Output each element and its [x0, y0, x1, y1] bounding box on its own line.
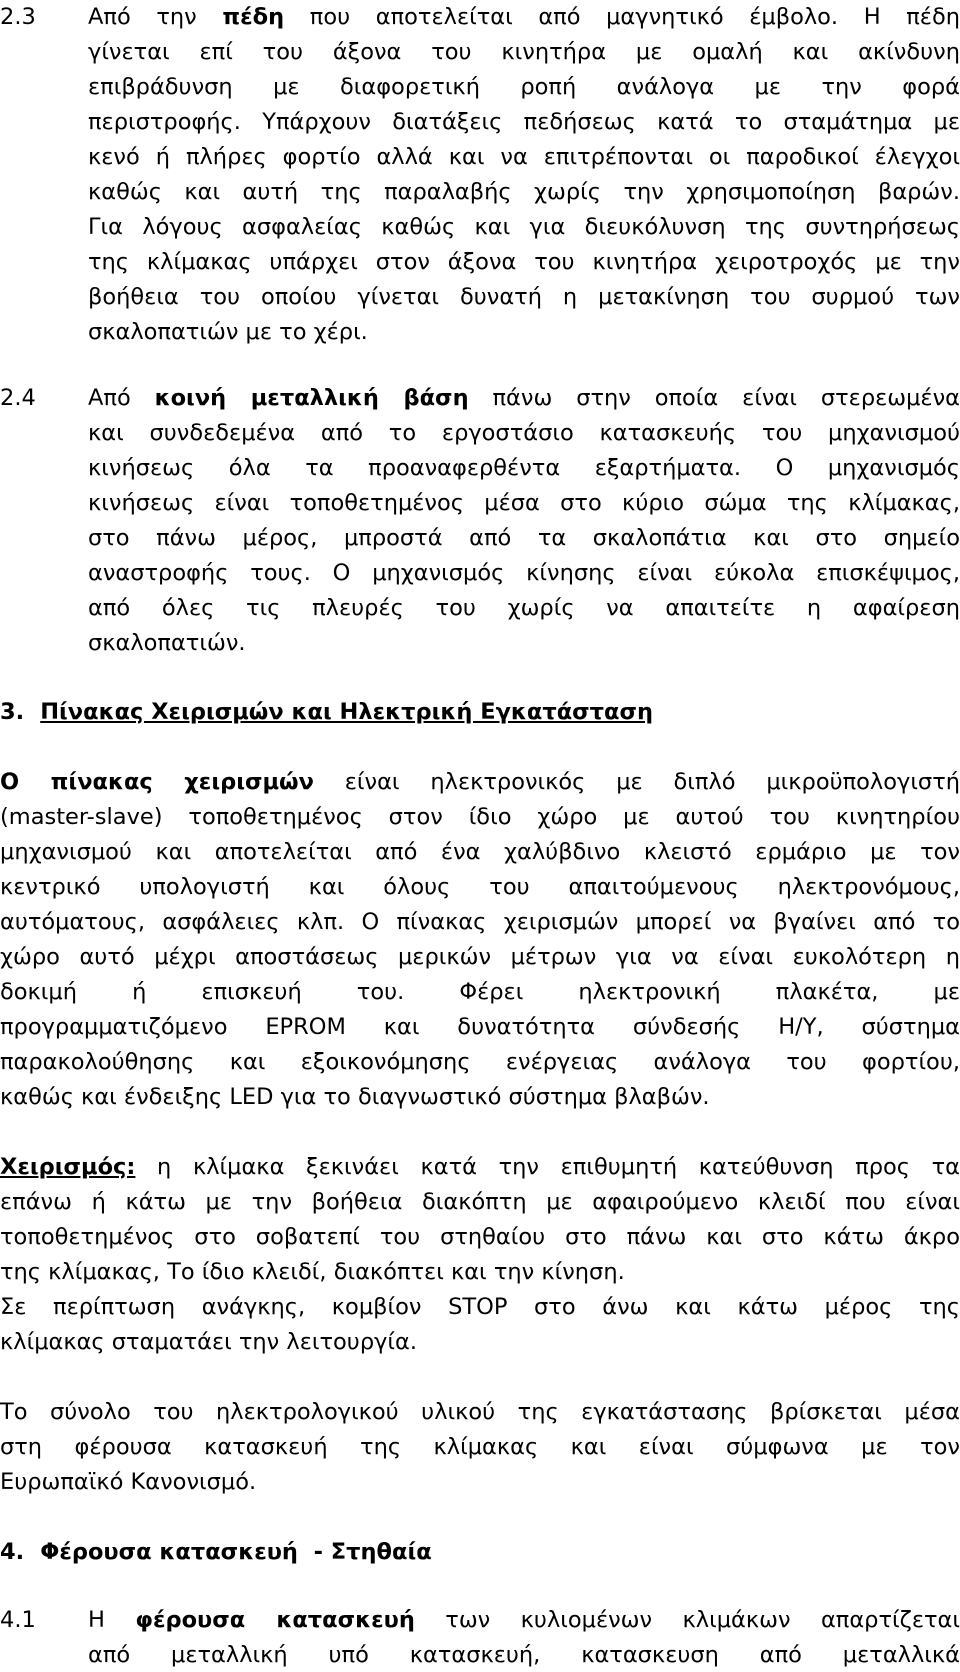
- text-line: από όλες τις πλευρές του χωρίς να απαιτείτε η αφαίρεση: [88, 595, 960, 621]
- heading-title: Φέρουσα κατασκευή: [40, 1539, 298, 1565]
- text-line: Ευρωπαϊκό Κανονισμό.: [0, 1469, 257, 1495]
- text-line: επάνω ή κάτω με την βοήθεια διακόπτη με αφαιρούμενο κλειδί που είναι: [0, 1189, 960, 1215]
- text-line: σκαλοπατιών με το χέρι.: [88, 319, 368, 345]
- text-line: προγραμματιζόμενο EPROM και δυνατότητα σύνδεσής Η/Υ, σύστημα: [0, 1014, 960, 1040]
- heading-number: 4.: [0, 1539, 25, 1565]
- emphasis: κοινή μεταλλική βάση: [154, 385, 469, 411]
- text-line: 2.3 Από την πέδη που αποτελείται από μαγνητικό έμβολο. Η πέδη: [0, 0, 960, 34]
- text-line: κινήσεως είναι τοποθετημένος μέσα στο κύριο σώμα της κλίμακας,: [88, 490, 960, 516]
- text-line: και συνδεδεμένα από το εργοστάσιο κατασκευής του μηχανισμού: [88, 420, 960, 446]
- text-line: 4.1 Η φέρουσα κατασκευή των κυλιομένων κλιμάκων απαρτίζεται: [0, 1603, 960, 1637]
- heading-title: Πίνακας Χειρισμών και Ηλεκτρική Εγκατάσταση: [40, 699, 654, 725]
- text-line: αυτόματους, ασφάλειες κλπ. Ο πίνακας χειρισμών μπορεί να βγαίνει από το: [0, 909, 960, 935]
- text-line: 2.4 Από κοινή μεταλλική βάση πάνω στην οποία είναι στερεωμένα: [0, 381, 960, 415]
- text-line: περιστροφής. Υπάρχουν διατάξεις πεδήσεως κατά το σταμάτημα με: [88, 109, 960, 135]
- text-line: κλίμακας σταματάει την λειτουργία.: [0, 1329, 418, 1355]
- emphasis: πέδη: [222, 4, 285, 30]
- text-line: στο πάνω μέρος, μπροστά από τα σκαλοπάτια και στο σημείο: [88, 525, 960, 551]
- text-line: χώρο αυτό μέχρι αποστάσεως μερικών μέτρων για να είναι ευκολότερη η: [0, 944, 960, 970]
- text-line: καθώς και αυτή της παραλαβής χωρίς την χρησιμοποίηση βαρών.: [88, 179, 960, 205]
- text-line: γίνεται επί του άξονα του κινητήρα με ομαλή και ακίνδυνη: [88, 39, 960, 65]
- text-line: Σε περίπτωση ανάγκης, κομβίον STOP στο άνω και κάτω μέρος της: [0, 1294, 960, 1320]
- text-line: μηχανισμού και αποτελείται από ένα χαλύβδινο κλειστό ερμάριο με τον: [0, 839, 960, 865]
- text-line: δοκιμή ή επισκευή του. Φέρει ηλεκτρονική πλακέτα, με: [0, 979, 960, 1005]
- text-line: Χειρισμός: η κλίμακα ξεκινάει κατά την επιθυμητή κατεύθυνση προς τα: [0, 1154, 960, 1180]
- emphasis: Χειρισμός:: [0, 1154, 136, 1180]
- text-line: παρακολούθησης και εξοικονόμησης ενέργειας ανάλογα του φορτίου,: [0, 1049, 960, 1075]
- text-line: σκαλοπατιών.: [88, 630, 246, 656]
- text-line: κενό ή πλήρες φορτίο αλλά και να επιτρέπονται οι παροδικοί έλεγχοι: [88, 144, 960, 170]
- heading-separator: -: [297, 1539, 331, 1565]
- text-line: καθώς και ένδειξης LED για το διαγνωστικό σύστημα βλαβών.: [0, 1084, 710, 1110]
- text-line: Ο πίνακας χειρισμών είναι ηλεκτρονικός με διπλό μικροϋπολογιστή: [0, 769, 960, 795]
- section-number: 2.4: [0, 385, 36, 411]
- text-line: της κλίμακας υπάρχει στον άξονα του κινητήρα χειροτροχός με την: [88, 249, 960, 275]
- section-heading-3: [0, 695, 960, 729]
- emphasis: Ο πίνακας χειρισμών: [0, 769, 314, 795]
- text-line: τοποθετημένος στο σοβατεπί του στηθαίου στο πάνω και στο κάτω άκρο: [0, 1224, 960, 1250]
- text-line: κεντρικό υπολογιστή και όλους του απαιτούμενους ηλεκτρονόμους,: [0, 874, 960, 900]
- heading-title-2: Στηθαία: [330, 1539, 432, 1565]
- text-line: της κλίμακας, Το ίδιο κλειδί, διακόπτει και την κίνηση.: [0, 1259, 625, 1285]
- text-line: αναστροφής τους. Ο μηχανισμός κίνησης είναι εύκολα επισκέψιμος,: [88, 560, 960, 586]
- section-number: 2.3: [0, 4, 36, 30]
- text-line: Για λόγους ασφαλείας καθώς και για διευκόλυνση της συντηρήσεως: [88, 214, 960, 240]
- text-line: Το σύνολο του ηλεκτρολογικού υλικού της εγκατάστασης βρίσκεται μέσα: [0, 1399, 960, 1425]
- text-line: στη φέρουσα κατασκευή της κλίμακας και είναι σύμφωνα με τον: [0, 1434, 960, 1460]
- heading-number: 3.: [0, 699, 25, 725]
- section-heading-4: [0, 1535, 960, 1569]
- section-number: 4.1: [0, 1607, 36, 1633]
- text-line: βοήθεια του οποίου γίνεται δυνατή η μετακίνηση του συρμού των: [88, 284, 960, 310]
- text-line: από μεταλλική υπό κατασκευή, κατασκευση από μεταλλικά: [88, 1642, 960, 1668]
- text-line: κινήσεως όλα τα προαναφερθέντα εξαρτήματα. Ο μηχανισμός: [88, 455, 960, 481]
- text-line: επιβράδυνση με διαφορετική ροπή ανάλογα με την φορά: [88, 74, 960, 100]
- emphasis: φέρουσα κατασκευή: [135, 1607, 415, 1633]
- text-line: (master-slave) τοποθετημένος στον ίδιο χώρο με αυτού του κινητηρίου: [0, 804, 960, 830]
